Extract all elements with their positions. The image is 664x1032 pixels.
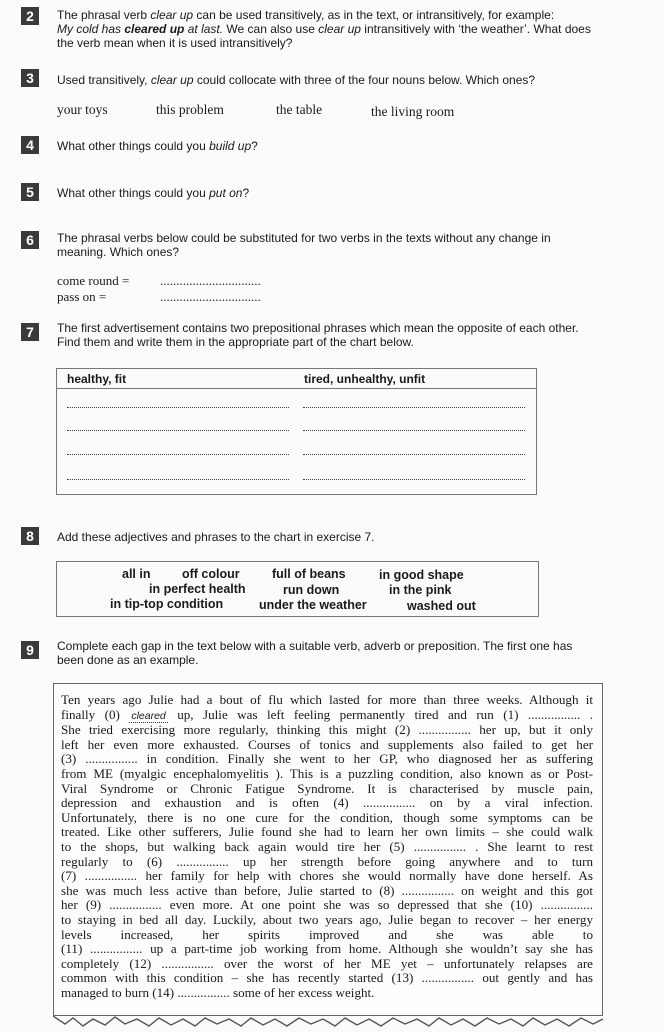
word-item: run down xyxy=(283,583,340,597)
exercise-number: 8 xyxy=(21,527,39,545)
answer-line[interactable] xyxy=(303,479,525,480)
word-item: off colour xyxy=(182,567,240,581)
example-answer: cleared xyxy=(131,709,166,722)
text-line: (7) ................ her family for help with chores she would normally have done herself. As xyxy=(61,868,593,884)
word-item: in the pink xyxy=(389,583,452,597)
text-line: her (9) ................ even more. At one point she was so depressed that she (10) ................ xyxy=(61,897,593,913)
exercise-number: 2 xyxy=(21,7,39,25)
text: can be used transitively, as in the text, or intransitively, for example: xyxy=(193,8,555,22)
exercise-number: 3 xyxy=(21,69,39,87)
text-line: common with this condition – she has recently started (13) ................ out gently and has xyxy=(61,970,593,986)
text: clear up xyxy=(150,73,194,87)
answer-line[interactable] xyxy=(67,454,289,455)
exercise-4-question xyxy=(57,139,617,153)
word-item: full of beans xyxy=(272,567,346,581)
exercise-number: 9 xyxy=(21,641,39,659)
text: ? xyxy=(242,186,250,200)
chart-header xyxy=(57,369,536,389)
text: could collocate with three of the four nouns below. Which ones? xyxy=(193,73,536,87)
answer-line[interactable] xyxy=(303,454,525,455)
exercise-5-question xyxy=(57,186,617,200)
answer-line[interactable] xyxy=(67,407,289,408)
text-line: (11) ................ up a part-time job working from home. Although she wouldn’t say she has xyxy=(61,941,593,957)
text: The first advertisement contains two prepositional phrases which mean the opposite of each other. xyxy=(57,321,579,335)
text: put on xyxy=(209,186,243,200)
text: What other things could you xyxy=(57,139,210,153)
text-line: treated. Like other sufferers, Julie found she had to learn her own limits – she could walk xyxy=(61,824,593,840)
noun-option: the living room xyxy=(371,104,455,119)
noun-option: this problem xyxy=(156,102,224,117)
text-line: left her even more exhausted. Courses of tonics and supplements also failed to get her xyxy=(61,736,593,752)
answer-line[interactable] xyxy=(67,479,289,480)
noun-option: your toys xyxy=(57,102,108,117)
word-box xyxy=(56,561,539,617)
exercise-6-question xyxy=(57,231,617,259)
text: at last. xyxy=(184,22,224,36)
text-line: Unfortunately, there is no one cure for the condition, though some symptoms can be xyxy=(61,809,593,825)
word-item: in perfect health xyxy=(149,582,246,596)
word-item: in good shape xyxy=(379,568,464,582)
exercise-9-question xyxy=(57,639,617,667)
noun-option: the table xyxy=(276,102,323,117)
answer-blank[interactable]: ............................... xyxy=(160,289,261,304)
text-line xyxy=(61,708,593,724)
text: The phrasal verb xyxy=(57,8,151,22)
text-line: (3) ................ in condition. Finally she went to her GP, who diagnosed her as suffering xyxy=(61,751,593,767)
text: Complete each gap in the text below with a suitable verb, adverb or preposition. The first one has xyxy=(57,639,573,653)
text: the verb mean when it is used intransitively? xyxy=(57,36,293,50)
text: clear up xyxy=(150,8,194,22)
text-line: Viral Syndrome or Chronic Fatigue Syndrome. It is characterised by muscle pain, xyxy=(61,780,593,796)
torn-edge-decoration xyxy=(53,1010,603,1032)
exercise-3-question xyxy=(57,73,617,87)
text: What other things could you xyxy=(57,186,210,200)
item-label: pass on = xyxy=(57,289,107,304)
text: cleared up xyxy=(124,22,185,36)
exercise-number: 5 xyxy=(21,183,39,201)
gap-fill-text xyxy=(61,693,593,1000)
text: up, Julie was left feeling permanently tired and run (1) ................ . xyxy=(167,706,593,722)
exercise-number: 7 xyxy=(21,323,39,341)
text: Find them and write them in the appropriate part of the chart below. xyxy=(57,335,414,349)
exercise-2-question xyxy=(57,8,617,50)
exercise-number: 4 xyxy=(21,136,39,154)
text-line: She tried exercising more regularly, thinking this might (2) ................ her up, but it only xyxy=(61,722,593,738)
text: ? xyxy=(251,139,258,153)
word-item: all in xyxy=(122,567,151,581)
text-line: regularly to (6) ................ up her strength before going anywhere and to turn xyxy=(61,853,593,869)
text: meaning. Which ones? xyxy=(57,245,180,259)
text-line: managed to burn (14) ................ some of her excess weight. xyxy=(61,984,375,1000)
word-item: in tip-top condition xyxy=(110,597,224,611)
health-chart xyxy=(56,368,537,495)
answer-line[interactable] xyxy=(303,407,525,408)
item-label: come round = xyxy=(57,273,130,288)
text-line: to the shops, but walking back again would tire her (5) ................ . She learnt to rest xyxy=(61,838,593,854)
text-line: depression and exhaustion and is often (4) ................ on by a viral infection. xyxy=(61,795,593,811)
exercise-number: 6 xyxy=(21,231,39,249)
text: been done as an example. xyxy=(57,653,199,667)
answer-line[interactable] xyxy=(303,430,525,431)
column-header: tired, unhealthy, unfit xyxy=(304,372,426,386)
text: intransitively with ‘the weather’. What does xyxy=(360,22,591,36)
text-line: to staying in bed all day. Luckily, about two years ago, Julie began to recover – her energy xyxy=(61,911,593,927)
exercise-7-question xyxy=(57,321,617,349)
text: My cold has xyxy=(57,22,125,36)
text: build up xyxy=(209,139,252,153)
answer-line[interactable] xyxy=(67,430,289,431)
text: The phrasal verbs below could be substituted for two verbs in the texts without any change in xyxy=(57,231,551,245)
answer-blank[interactable]: ............................... xyxy=(160,273,261,288)
word-item: washed out xyxy=(407,599,476,613)
text-line: levels increased, her spirits improved and she was able to xyxy=(61,926,593,942)
word-item: under the weather xyxy=(259,598,367,612)
text-line: Ten years ago Julie had a bout of flu which lasted for more than three weeks. Although it xyxy=(61,692,593,707)
text-line: she was much less active than before, Julie started to (8) ................ on weight and this got xyxy=(61,882,593,898)
text: Used transitively, xyxy=(57,73,151,87)
text: finally (0) xyxy=(61,706,130,722)
text-line: from ME (myalgic encephalomyelitis ). This is a puzzling condition, also known as or Post- xyxy=(61,765,593,781)
text: clear up xyxy=(318,22,361,36)
column-header: healthy, fit xyxy=(67,372,127,386)
gap-fill-text-box xyxy=(53,683,603,1016)
exercise-8-question: Add these adjectives and phrases to the chart in exercise 7. xyxy=(57,530,375,544)
text: We can also use xyxy=(223,22,319,36)
text-line: completely (12) ................ over the worst of her ME yet – unfortunately relapses are xyxy=(61,955,593,971)
